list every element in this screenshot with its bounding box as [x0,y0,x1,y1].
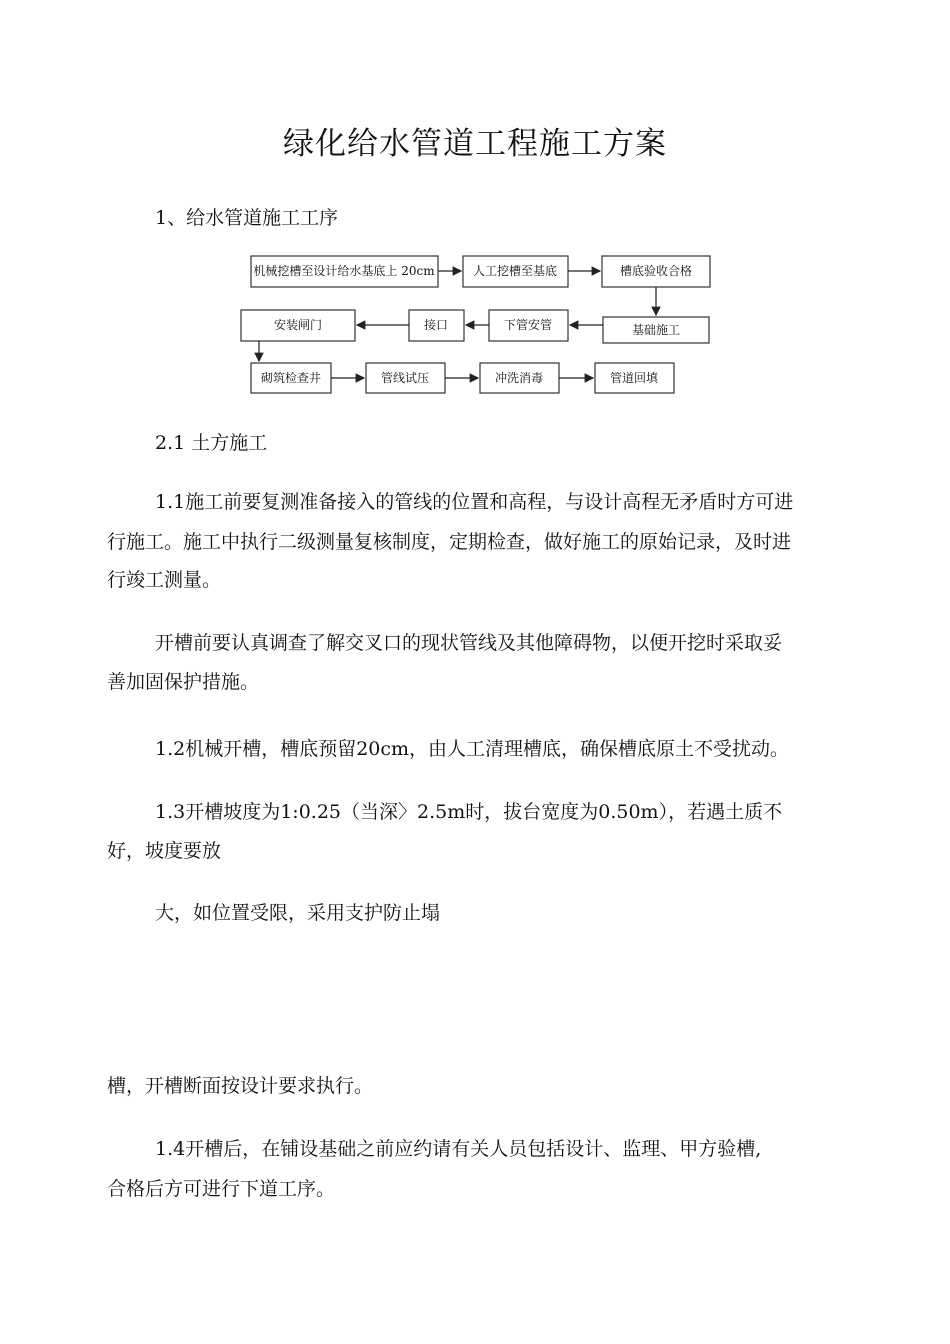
paragraph-line: 合格后方可进行下道工序。 [107,1178,336,1200]
paragraph-line: 行竣工测量。 [107,569,222,591]
paragraph-line: 槽，开槽断面按设计要求执行。 [107,1075,374,1097]
svg-text:机械挖槽至设计给水基底上 20cm: 机械挖槽至设计给水基底上 20cm [253,264,435,278]
svg-text:基础施工: 基础施工 [631,323,681,337]
section-heading-earthwork: 2.1 土方施工 [155,432,268,454]
paragraph-line: 好，坡度要放 [107,840,222,862]
svg-text:砌筑检查井: 砌筑检查井 [260,371,322,385]
flow-step-backfill [595,363,674,393]
svg-text:下管安管: 下管安管 [503,318,553,332]
flow-step-trench-acceptance [602,256,710,287]
paragraph-line: 1.4开槽后，在铺设基础之前应约请有关人员包括设计、监理、甲方验槽, [155,1138,762,1160]
flow-step-machine-excavation [251,256,438,287]
flow-step-foundation [603,317,709,343]
paragraph-line: 行施工。施工中执行二级测量复核制度，定期检查，做好施工的原始记录，及时进 [107,531,792,553]
svg-text:管道回填: 管道回填 [609,371,659,385]
paragraph-line: 1.2机械开槽，槽底预留20cm，由人工清理槽底，确保槽底原土不受扰动。 [155,738,790,760]
flow-step-joint [409,310,464,341]
paragraph-line: 1.3开槽坡度为1:0.25（当深〉2.5m时，拔台宽度为0.50m），若遇土质不 [155,801,783,823]
flow-step-pressure-test [366,363,445,393]
svg-text:人工挖槽至基底: 人工挖槽至基底 [472,264,558,278]
svg-text:冲洗消毒: 冲洗消毒 [494,371,544,385]
paragraph-line: 大，如位置受限，采用支护防止塌 [155,902,441,924]
flow-step-manual-excavation [463,256,568,287]
svg-text:安装闸门: 安装闸门 [273,318,323,332]
svg-text:管线试压: 管线试压 [380,371,430,385]
section-heading-process: 1、给水管道施工工序 [155,207,339,229]
svg-text:槽底验收合格: 槽底验收合格 [619,264,693,278]
flow-step-install-valve [241,310,355,341]
process-flowchart [0,0,950,420]
svg-text:接口: 接口 [423,318,449,332]
flow-step-flush-disinfect [480,363,559,393]
paragraph-line: 善加固保护措施。 [107,671,260,693]
flow-step-lay-pipe [489,310,568,341]
paragraph-line: 1.1施工前要复测准备接入的管线的位置和高程，与设计高程无矛盾时方可进 [155,491,794,513]
document-title: 绿化给水管道工程施工方案 [283,126,667,162]
flow-step-inspection-well [251,363,331,393]
paragraph-line: 开槽前要认真调查了解交叉口的现状管线及其他障碍物，以便开挖时采取妥 [155,632,783,654]
